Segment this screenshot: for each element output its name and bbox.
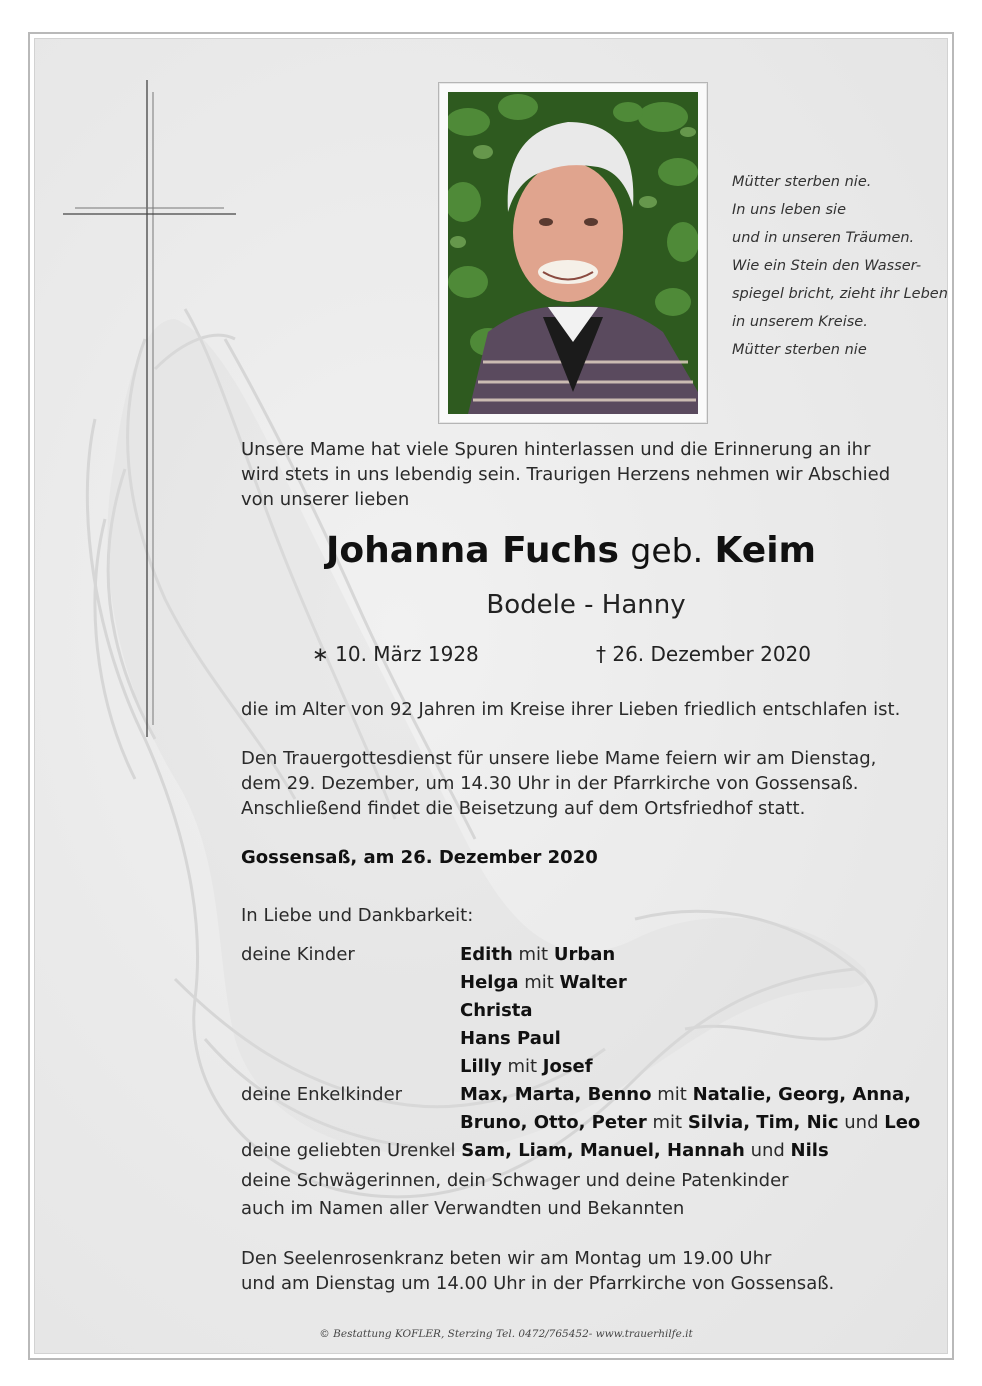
intro-line: wird stets in uns lebendig sein. Traurigen Herzens nehmen wir Abschied [241, 464, 891, 485]
geb-label: geb. [630, 531, 704, 570]
rosary-line: Den Seelenrosenkranz beten wir am Montag um 19.00 Uhr [241, 1248, 772, 1269]
poem-line: und in unseren Träumen. [732, 230, 915, 246]
relatives-line: auch im Namen aller Verwandten und Bekannten [241, 1198, 685, 1219]
poem [732, 168, 947, 364]
deceased-maiden: Keim [714, 530, 817, 571]
birth-date: ∗ 10. März 1928 [312, 642, 479, 666]
intro-line: Unsere Mame hat viele Spuren hinterlassen und die Erinnerung an ihr [241, 439, 871, 460]
love-line: In Liebe und Dankbarkeit: [241, 905, 474, 926]
child-entry: Edith mit Urban [460, 944, 616, 965]
service-line: Den Trauergottesdienst für unsere liebe Mame feiern wir am Dienstag, [241, 748, 877, 769]
funeral-home-footer: © Bestattung KOFLER, Sterzing Tel. 0472/765452- www.trauerhilfe.it [319, 1328, 693, 1340]
poem-line: Mütter sterben nie. [732, 174, 872, 190]
rosary-line: und am Dienstag um 14.00 Uhr in der Pfarrkirche von Gossensaß. [241, 1273, 835, 1294]
intro-line: von unserer lieben [241, 489, 410, 510]
poem-line: in unserem Kreise. [732, 314, 868, 330]
child-entry: Hans Paul [460, 1028, 561, 1049]
child-entry: Helga mit Walter [460, 972, 627, 993]
portrait-photo [448, 92, 698, 414]
age-line: die im Alter von 92 Jahren im Kreise ihrer Lieben friedlich entschlafen ist. [241, 699, 901, 720]
poem-line: Mütter sterben nie [732, 342, 867, 358]
grandchildren-line: Bruno, Otto, Peter mit Silvia, Tim, Nic und Leo [460, 1112, 921, 1133]
poem-line: In uns leben sie [732, 202, 846, 218]
poem-line: spiegel bricht, zieht ihr Leben [732, 286, 948, 302]
grandchildren-label: deine Enkelkinder [241, 1084, 403, 1105]
place-date: Gossensaß, am 26. Dezember 2020 [241, 847, 598, 868]
service-line: Anschließend findet die Beisetzung auf dem Ortsfriedhof statt. [241, 798, 806, 819]
deceased-first-last: Johanna Fuchs [325, 530, 619, 571]
in-laws-line: deine Schwägerinnen, dein Schwager und deine Patenkinder [241, 1170, 789, 1191]
poem-line: Wie ein Stein den Wasser- [732, 258, 922, 274]
service-line: dem 29. Dezember, um 14.30 Uhr in der Pfarrkirche von Gossensaß. [241, 773, 859, 794]
death-date: † 26. Dezember 2020 [596, 642, 811, 666]
deceased-name [241, 530, 901, 571]
grandchildren-line: Max, Marta, Benno mit Natalie, Georg, Anna, [460, 1084, 911, 1105]
great-grandchildren-line: deine geliebten Urenkel Sam, Liam, Manuel, Hannah und Nils [241, 1140, 829, 1161]
child-entry: Christa [460, 1000, 533, 1021]
children-label: deine Kinder [241, 944, 355, 965]
child-entry: Lilly mit Josef [460, 1056, 593, 1077]
deceased-nickname: Bodele - Hanny [486, 590, 686, 620]
